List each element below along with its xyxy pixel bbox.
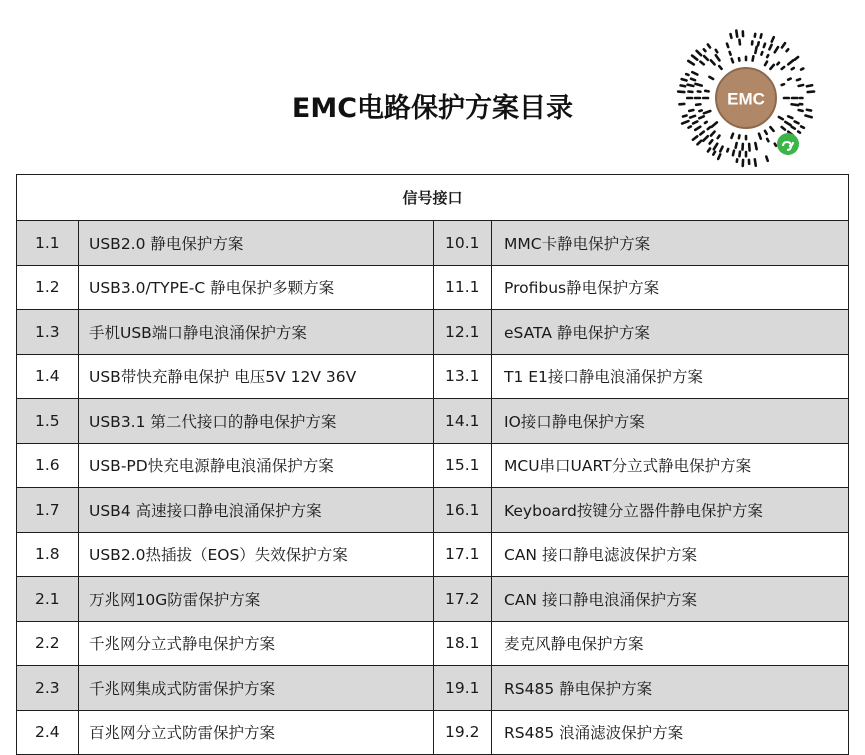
table-row (17, 532, 849, 577)
item-number: 1.7 (17, 488, 79, 533)
item-title: IO接口静电保护方案 (492, 399, 849, 444)
item-number: 15.1 (434, 443, 492, 488)
item-number: 1.8 (17, 532, 79, 577)
table-row (17, 666, 849, 711)
item-title: Profibus静电保护方案 (492, 265, 849, 310)
item-title: 千兆网分立式静电保护方案 (79, 621, 434, 666)
table-header: 信号接口 (17, 175, 849, 221)
item-number: 2.3 (17, 666, 79, 711)
table-row (17, 310, 849, 355)
table-row (17, 621, 849, 666)
item-number: 1.1 (17, 221, 79, 266)
item-number: 2.4 (17, 710, 79, 755)
item-title: MMC卡静电保护方案 (492, 221, 849, 266)
item-number: 19.1 (434, 666, 492, 711)
item-title: Keyboard按键分立器件静电保护方案 (492, 488, 849, 533)
item-number: 19.2 (434, 710, 492, 755)
item-number: 1.5 (17, 399, 79, 444)
item-title: CAN 接口静电浪涌保护方案 (492, 577, 849, 622)
item-title: RS485 静电保护方案 (492, 666, 849, 711)
table-row (17, 265, 849, 310)
item-title: eSATA 静电保护方案 (492, 310, 849, 355)
item-number: 1.6 (17, 443, 79, 488)
table-row (17, 577, 849, 622)
table-row (17, 710, 849, 755)
emc-logo-text: EMC (727, 90, 765, 109)
item-number: 14.1 (434, 399, 492, 444)
item-title: USB3.1 第二代接口的静电保护方案 (79, 399, 434, 444)
item-title: 百兆网分立式防雷保护方案 (79, 710, 434, 755)
table-row (17, 221, 849, 266)
item-number: 1.2 (17, 265, 79, 310)
page-title: EMC电路保护方案目录 (0, 86, 865, 125)
item-number: 1.4 (17, 354, 79, 399)
item-title: RS485 浪涌滤波保护方案 (492, 710, 849, 755)
table-row (17, 399, 849, 444)
item-number: 16.1 (434, 488, 492, 533)
item-title: USB2.0热插拔（EOS）失效保护方案 (79, 532, 434, 577)
mini-program-code[interactable] (676, 28, 816, 168)
item-title: USB4 高速接口静电浪涌保护方案 (79, 488, 434, 533)
item-number: 18.1 (434, 621, 492, 666)
item-title: MCU串口UART分立式静电保护方案 (492, 443, 849, 488)
item-title: USB-PD快充电源静电浪涌保护方案 (79, 443, 434, 488)
item-title: CAN 接口静电滤波保护方案 (492, 532, 849, 577)
table-row (17, 443, 849, 488)
item-number: 13.1 (434, 354, 492, 399)
item-title: 手机USB端口静电浪涌保护方案 (79, 310, 434, 355)
item-title: 麦克风静电保护方案 (492, 621, 849, 666)
item-number: 12.1 (434, 310, 492, 355)
item-title: 万兆网10G防雷保护方案 (79, 577, 434, 622)
table-row (17, 488, 849, 533)
item-number: 17.2 (434, 577, 492, 622)
item-number: 17.1 (434, 532, 492, 577)
item-title: 千兆网集成式防雷保护方案 (79, 666, 434, 711)
item-number: 10.1 (434, 221, 492, 266)
catalog-table (16, 174, 849, 755)
mini-program-badge-icon (777, 133, 799, 155)
item-number: 2.2 (17, 621, 79, 666)
item-title: T1 E1接口静电浪涌保护方案 (492, 354, 849, 399)
item-title: USB3.0/TYPE-C 静电保护多颗方案 (79, 265, 434, 310)
item-number: 2.1 (17, 577, 79, 622)
item-number: 11.1 (434, 265, 492, 310)
item-title: USB带快充静电保护 电压5V 12V 36V (79, 354, 434, 399)
item-title: USB2.0 静电保护方案 (79, 221, 434, 266)
item-number: 1.3 (17, 310, 79, 355)
table-row (17, 354, 849, 399)
